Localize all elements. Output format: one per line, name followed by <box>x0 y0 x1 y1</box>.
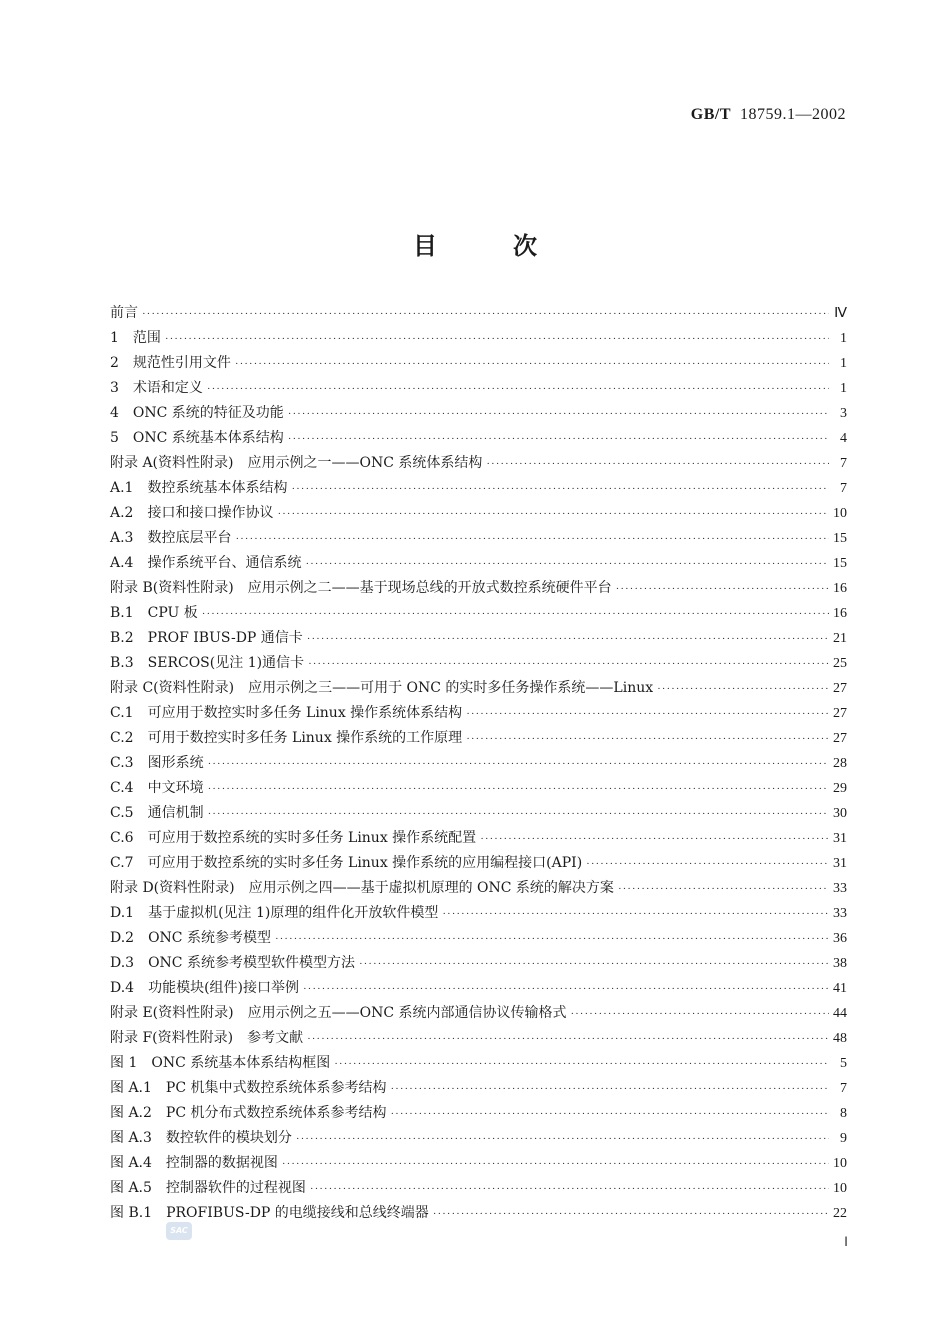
toc-leader-dots <box>391 1102 830 1127</box>
toc-entry-page: 48 <box>833 1031 847 1046</box>
toc-entry[interactable] <box>110 976 847 1001</box>
toc-entry-page: 30 <box>833 806 847 821</box>
toc-entry-page: 21 <box>833 631 847 646</box>
toc-leader-dots <box>466 702 829 727</box>
toc-entry-title: 图 A.3 数控软件的模块划分 <box>110 1130 292 1146</box>
toc-entry-title: 前言 <box>110 305 138 321</box>
toc-entry-title: 图 A.4 控制器的数据视图 <box>110 1155 278 1171</box>
toc-entry-page: 36 <box>833 931 847 946</box>
toc-entry-title: 图 A.2 PC 机分布式数控系统体系参考结构 <box>110 1105 387 1121</box>
toc-entry-page: 31 <box>833 831 847 846</box>
toc-entry-title: B.3 SERCOS(见注 1)通信卡 <box>110 655 305 671</box>
title-char-1: 目 <box>413 232 437 260</box>
toc-entry-title: D.1 基于虚拟机(见注 1)原理的组件化开放软件模型 <box>110 905 439 921</box>
toc-entry-page: 22 <box>833 1206 847 1221</box>
toc-entry[interactable] <box>110 1076 847 1101</box>
toc-leader-dots <box>307 627 829 652</box>
toc-entry[interactable] <box>110 876 847 901</box>
toc-entry-title: A.4 操作系统平台、通信系统 <box>110 555 302 571</box>
toc-entry[interactable] <box>110 301 847 326</box>
toc-entry-page: 38 <box>833 956 847 971</box>
toc-entry-page: 4 <box>840 431 847 446</box>
toc-entry-title: 图 B.1 PROFIBUS-DP 的电缆接线和总线终端器 <box>110 1205 429 1221</box>
toc-entry[interactable] <box>110 476 847 501</box>
toc-leader-dots <box>657 677 829 702</box>
toc-leader-dots <box>305 552 829 577</box>
toc-entry[interactable] <box>110 551 847 576</box>
standard-prefix: GB/T <box>690 106 731 123</box>
toc-entry-title: 附录 E(资料性附录) 应用示例之五——ONC 系统内部通信协议传输格式 <box>110 1005 567 1021</box>
toc-entry[interactable] <box>110 626 847 651</box>
toc-entry[interactable] <box>110 576 847 601</box>
toc-entry[interactable] <box>110 901 847 926</box>
toc-entry-page: 27 <box>833 681 847 696</box>
standard-code: 18759.1—2002 <box>740 106 846 123</box>
toc-leader-dots <box>307 1027 829 1052</box>
toc-leader-dots <box>586 852 829 877</box>
toc-entry-title: C.3 图形系统 <box>110 755 204 771</box>
toc-entry-title: D.4 功能模块(组件)接口举例 <box>110 980 300 996</box>
toc-entry-page: 15 <box>833 556 847 571</box>
toc-entry-page: 3 <box>840 406 847 421</box>
toc-leader-dots <box>310 1177 829 1202</box>
toc-entry-page: 29 <box>833 781 847 796</box>
toc-entry-title: C.7 可应用于数控系统的实时多任务 Linux 操作系统的应用编程接口(API) <box>110 855 583 871</box>
page-title <box>0 226 950 261</box>
toc-entry[interactable] <box>110 951 847 976</box>
toc-entry[interactable] <box>110 776 847 801</box>
toc-entry-page: 10 <box>833 1156 847 1171</box>
toc-entry-title: B.2 PROF IBUS-DP 通信卡 <box>110 630 303 646</box>
toc-leader-dots <box>466 727 829 752</box>
toc-entry[interactable] <box>110 851 847 876</box>
toc-entry[interactable] <box>110 651 847 676</box>
toc-entry-title: D.2 ONC 系统参考模型 <box>110 930 271 946</box>
toc-entry-title: 附录 A(资料性附录) 应用示例之一——ONC 系统体系结构 <box>110 455 483 471</box>
toc-entry-title: 附录 D(资料性附录) 应用示例之四——基于虚拟机原理的 ONC 系统的解决方案 <box>110 880 614 896</box>
toc-entry-page: 10 <box>833 506 847 521</box>
toc-leader-dots <box>616 577 829 602</box>
title-char-2: 次 <box>513 232 537 260</box>
toc-entry-title: A.3 数控底层平台 <box>110 530 232 546</box>
toc-leader-dots <box>486 452 829 477</box>
toc-entry-title: 1 范围 <box>110 330 161 346</box>
toc-entry-title: 图 1 ONC 系统基本体系结构框图 <box>110 1055 331 1071</box>
toc-entry-title: D.3 ONC 系统参考模型软件模型方法 <box>110 955 355 971</box>
toc-entry[interactable] <box>110 1001 847 1026</box>
toc-leader-dots <box>618 877 829 902</box>
toc-leader-dots <box>570 1002 829 1027</box>
toc-entry-title: C.5 通信机制 <box>110 805 204 821</box>
toc-entry-page: 1 <box>840 331 847 346</box>
toc-leader-dots <box>282 1152 829 1177</box>
toc-entry-title: 附录 F(资料性附录) 参考文献 <box>110 1030 304 1046</box>
toc-leader-dots <box>296 1127 829 1152</box>
toc-entry-title: 图 A.1 PC 机集中式数控系统体系参考结构 <box>110 1080 387 1096</box>
toc-entry-page: 1 <box>840 381 847 396</box>
toc-entry[interactable] <box>110 351 847 376</box>
toc-entry-page: Ⅳ <box>834 306 847 321</box>
toc-entry-title: 附录 C(资料性附录) 应用示例之三——可用于 ONC 的实时多任务操作系统——Linux <box>110 680 654 696</box>
toc-leader-dots <box>288 427 829 452</box>
toc-leader-dots <box>208 752 829 777</box>
toc-entry-page: 28 <box>833 756 847 771</box>
toc-entry-title: 附录 B(资料性附录) 应用示例之二——基于现场总线的开放式数控系统硬件平台 <box>110 580 612 596</box>
toc-entry[interactable] <box>110 376 847 401</box>
toc-entry[interactable] <box>110 726 847 751</box>
toc-entry[interactable] <box>110 1101 847 1126</box>
page-number: Ⅰ <box>844 1234 848 1249</box>
toc-entry[interactable] <box>110 326 847 351</box>
toc-entry[interactable] <box>110 426 847 451</box>
toc-leader-dots <box>165 327 829 352</box>
toc-entry[interactable] <box>110 526 847 551</box>
toc-entry-page: 16 <box>833 606 847 621</box>
toc-leader-dots <box>303 977 829 1002</box>
toc-entry-title: C.2 可用于数控实时多任务 Linux 操作系统的工作原理 <box>110 730 463 746</box>
toc-leader-dots <box>275 927 829 952</box>
toc-leader-dots <box>442 902 829 927</box>
toc-entry-title: 图 A.5 控制器软件的过程视图 <box>110 1180 306 1196</box>
toc-entry[interactable] <box>110 451 847 476</box>
toc-entry-page: 25 <box>833 656 847 671</box>
toc-entry[interactable] <box>110 801 847 826</box>
toc-entry-page: 27 <box>833 731 847 746</box>
toc-leader-dots <box>208 802 829 827</box>
toc-entry-title: A.1 数控系统基本体系结构 <box>110 480 288 496</box>
toc-entry-page: 33 <box>833 881 847 896</box>
toc-leader-dots <box>207 377 829 402</box>
toc-leader-dots <box>288 402 829 427</box>
toc-entry[interactable] <box>110 826 847 851</box>
toc-entry-page: 31 <box>833 856 847 871</box>
toc-entry-title: 5 ONC 系统基本体系结构 <box>110 430 284 446</box>
toc-entry[interactable] <box>110 1126 847 1151</box>
toc-entry[interactable] <box>110 1176 847 1201</box>
toc-entry-page: 41 <box>833 981 847 996</box>
toc-entry[interactable] <box>110 1026 847 1051</box>
toc-entry-page: 15 <box>833 531 847 546</box>
toc-leader-dots <box>202 602 829 627</box>
toc-entry-title: B.1 CPU 板 <box>110 605 198 621</box>
toc-entry-title: A.2 接口和接口操作协议 <box>110 505 274 521</box>
toc-entry-page: 10 <box>833 1181 847 1196</box>
toc-entry[interactable] <box>110 751 847 776</box>
toc-entry[interactable] <box>110 401 847 426</box>
toc-entry-page: 33 <box>833 906 847 921</box>
toc-entry-title: C.4 中文环境 <box>110 780 204 796</box>
toc-entry-title: C.1 可应用于数控实时多任务 Linux 操作系统体系结构 <box>110 705 463 721</box>
toc-entry[interactable] <box>110 676 847 701</box>
toc-leader-dots <box>142 302 829 327</box>
toc-leader-dots <box>208 777 829 802</box>
toc-entry-page: 7 <box>840 456 847 471</box>
standard-number <box>691 106 846 124</box>
watermark-logo: SAC <box>166 1222 192 1240</box>
toc-leader-dots <box>277 502 829 527</box>
toc-leader-dots <box>359 952 829 977</box>
toc-leader-dots <box>291 477 829 502</box>
toc-leader-dots <box>334 1052 829 1077</box>
toc-entry[interactable] <box>110 926 847 951</box>
toc-entry[interactable] <box>110 1051 847 1076</box>
toc-entry[interactable] <box>110 601 847 626</box>
toc-entry-page: 16 <box>833 581 847 596</box>
toc-leader-dots <box>433 1202 829 1227</box>
toc-entry[interactable] <box>110 501 847 526</box>
toc-entry-title: 4 ONC 系统的特征及功能 <box>110 405 284 421</box>
toc-entry-title: 3 术语和定义 <box>110 380 203 396</box>
toc-entry[interactable] <box>110 1151 847 1176</box>
toc-entry[interactable] <box>110 1201 847 1226</box>
toc-entry-page: 44 <box>833 1006 847 1021</box>
toc-leader-dots <box>480 827 829 852</box>
toc-entry-page: 9 <box>840 1131 847 1146</box>
toc-leader-dots <box>235 352 829 377</box>
toc-leader-dots <box>235 527 829 552</box>
toc-leader-dots <box>308 652 829 677</box>
toc-entry-page: 8 <box>840 1106 847 1121</box>
toc-leader-dots <box>391 1077 830 1102</box>
toc-entry[interactable] <box>110 701 847 726</box>
toc-entry-page: 27 <box>833 706 847 721</box>
toc-entry-page: 7 <box>840 1081 847 1096</box>
toc-entry-title: 2 规范性引用文件 <box>110 355 231 371</box>
toc-entry-title: C.6 可应用于数控系统的实时多任务 Linux 操作系统配置 <box>110 830 477 846</box>
toc-entry-page: 1 <box>840 356 847 371</box>
toc-entry-page: 5 <box>840 1056 847 1071</box>
toc-entry-page: 7 <box>840 481 847 496</box>
table-of-contents <box>110 301 847 1226</box>
